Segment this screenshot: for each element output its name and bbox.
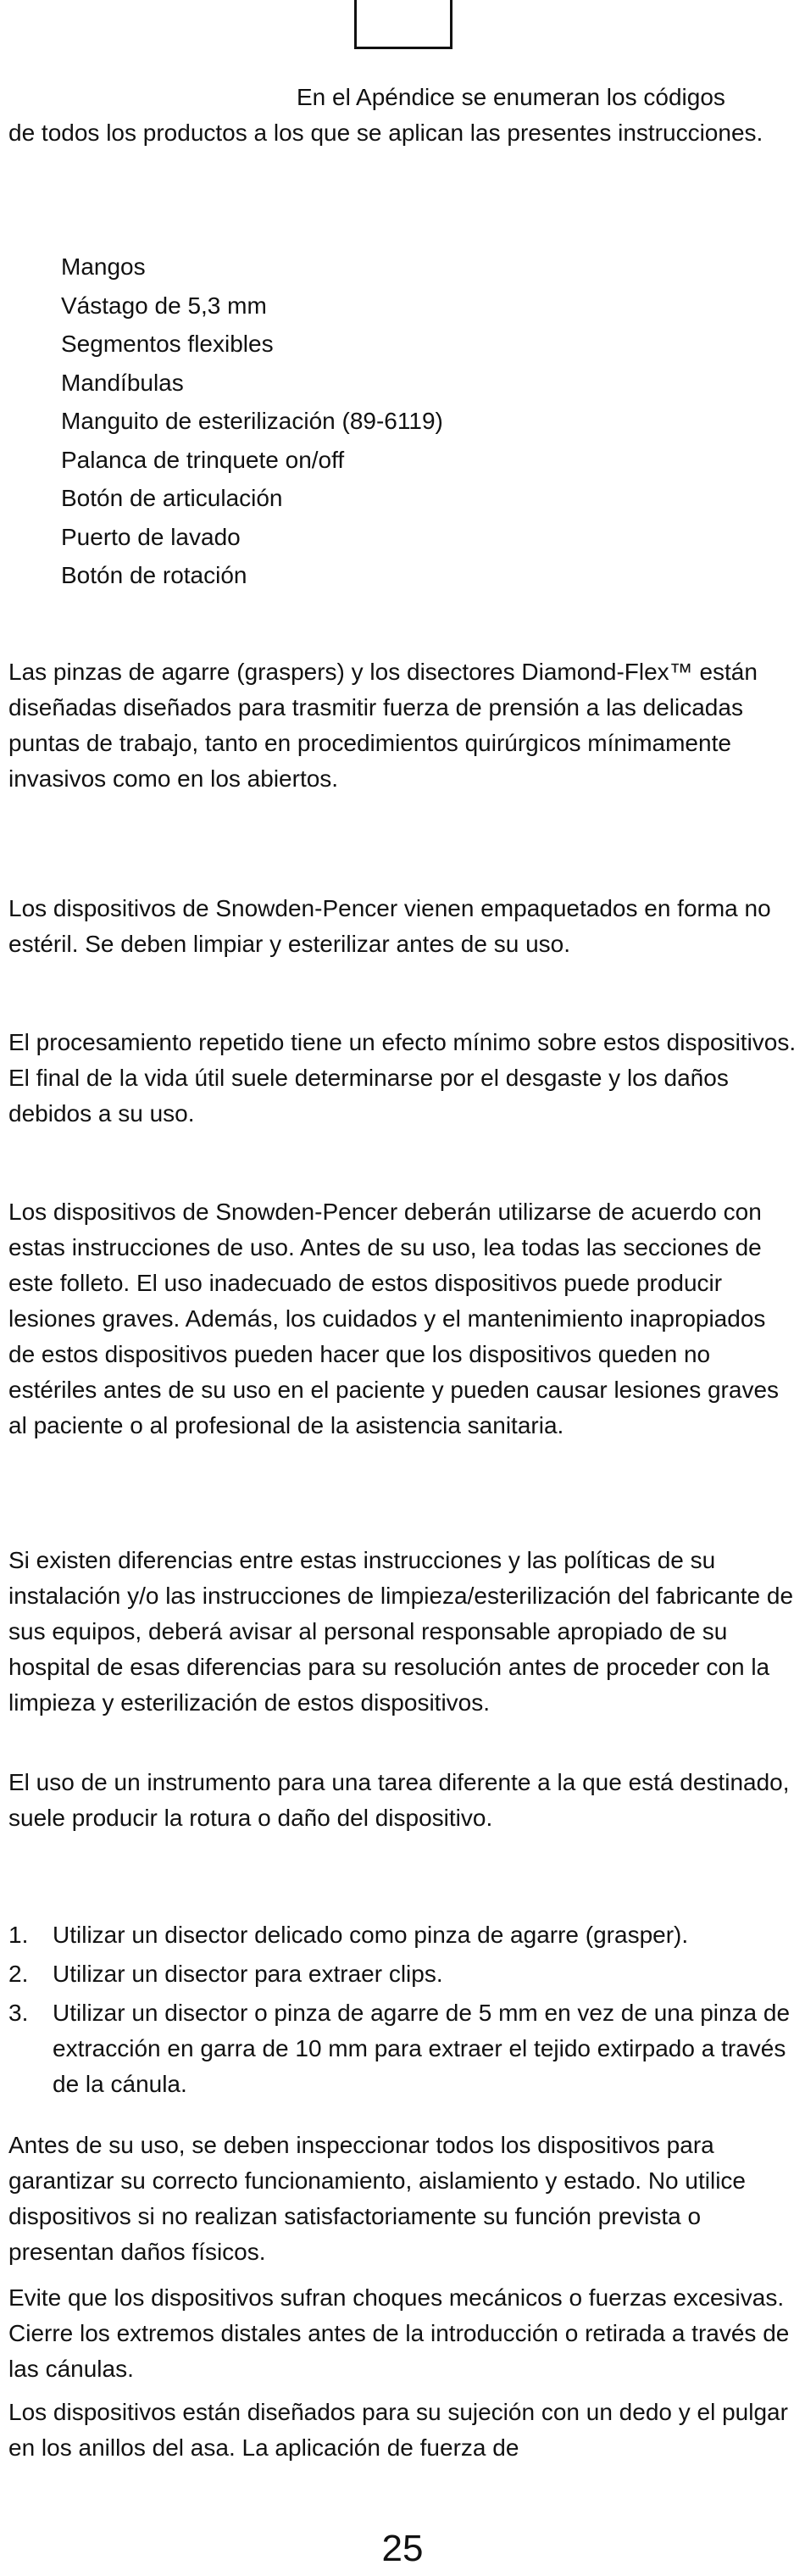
- list-number: 3.: [8, 2000, 29, 2026]
- warning-paragraph: Los dispositivos de Snowden-Pencer deberán utilizarse de acuerdo con estas instrucciones de uso. Antes de su uso, lea todas las secciones de este folleto. El uso inadecuado de estos dispositivos puede producir lesiones graves. Además, los cuidados y el mantenimiento inapropiados de estos dispositivos pueden hacer que los dispositivos queden no estériles antes de su uso en el paciente y pueden causar lesiones graves al paciente o al profesional de la asistencia sanitaria.: [8, 1199, 780, 1438]
- part-item: Segmentos flexibles: [61, 331, 274, 357]
- packaging-paragraph: Los dispositivos de Snowden-Pencer vienen empaquetados en forma no estéril. Se deben limpiar y esterilizar antes de su uso.: [8, 895, 771, 957]
- inspection-paragraph: Antes de su uso, se deben inspeccionar todos los dispositivos para garantizar su correcto funcionamiento, aislamiento y estado. No utilice dispositivos si no realizan satisfactoriamente su función prevista o presentan daños físicos.: [8, 2132, 746, 2265]
- intro-line-1: En el Apéndice se enumeran los códigos: [297, 84, 725, 110]
- list-text: Utilizar un disector para extraer clips.: [53, 1961, 443, 1987]
- list-text: Utilizar un disector o pinza de agarre de 5 mm en vez de una pinza de extracción en garra de 10 mm para extraer el tejido extirpado a través de la cánula.: [53, 2000, 791, 2097]
- list-number: 2.: [8, 1961, 29, 1987]
- handling-paragraph: Los dispositivos están diseñados para su sujeción con un dedo y el pulgar en los anillos del asa. La aplicación de fuerza de: [8, 2399, 788, 2461]
- part-item: Mangos: [61, 253, 146, 280]
- part-item: Mandíbulas: [61, 369, 184, 396]
- intro-line-2: de todos los productos a los que se aplican las presentes instrucciones.: [8, 120, 763, 146]
- list-item: [8, 1995, 797, 2102]
- part-item: Puerto de lavado: [61, 523, 241, 550]
- part-item: Palanca de trinquete on/off: [61, 446, 345, 473]
- part-item: Botón de articulación: [61, 485, 283, 511]
- list-item: [8, 1917, 797, 1953]
- description-paragraph: Las pinzas de agarre (graspers) y los disectores Diamond-Flex™ están diseñadas diseñados para trasmitir fuerza de prensión a las delicadas puntas de trabajo, tanto en procedimientos quirúrgicos mínimamente invasivos como en los abiertos.: [8, 659, 758, 792]
- mechanical-paragraph: Evite que los dispositivos sufran choques mecánicos o fuerzas excesivas. Cierre los extremos distales antes de la introducción o retirada a través de las cánulas.: [8, 2284, 790, 2382]
- part-item: Vástago de 5,3 mm: [61, 292, 267, 319]
- list-item: [8, 1956, 797, 1992]
- misuse-examples-list: [8, 1917, 797, 2102]
- misuse-paragraph: El uso de un instrumento para una tarea diferente a la que está destinado, suele producir la rotura o daño del dispositivo.: [8, 1769, 790, 1831]
- intro-paragraph: [8, 80, 797, 151]
- part-item: Manguito de esterilización (89-6119): [61, 408, 443, 434]
- parts-list: [61, 248, 790, 595]
- page-number: 25: [381, 2528, 424, 2569]
- header-box: [354, 0, 452, 49]
- reprocessing-paragraph: El procesamiento repetido tiene un efecto mínimo sobre estos dispositivos. El final de la vida útil suele determinarse por el desgaste y los daños debidos a su uso.: [8, 1029, 797, 1127]
- list-text: Utilizar un disector delicado como pinza de agarre (grasper).: [53, 1922, 689, 1948]
- differences-paragraph: Si existen diferencias entre estas instrucciones y las políticas de su instalación y/o las instrucciones de limpieza/esterilización del fabricante de sus equipos, deberá avisar al personal responsable apropiado de su hospital de esas diferencias para su resolución antes de proceder con la limpieza y esterilización de estos dispositivos.: [8, 1547, 794, 1716]
- list-number: 1.: [8, 1922, 29, 1948]
- part-item: Botón de rotación: [61, 562, 247, 588]
